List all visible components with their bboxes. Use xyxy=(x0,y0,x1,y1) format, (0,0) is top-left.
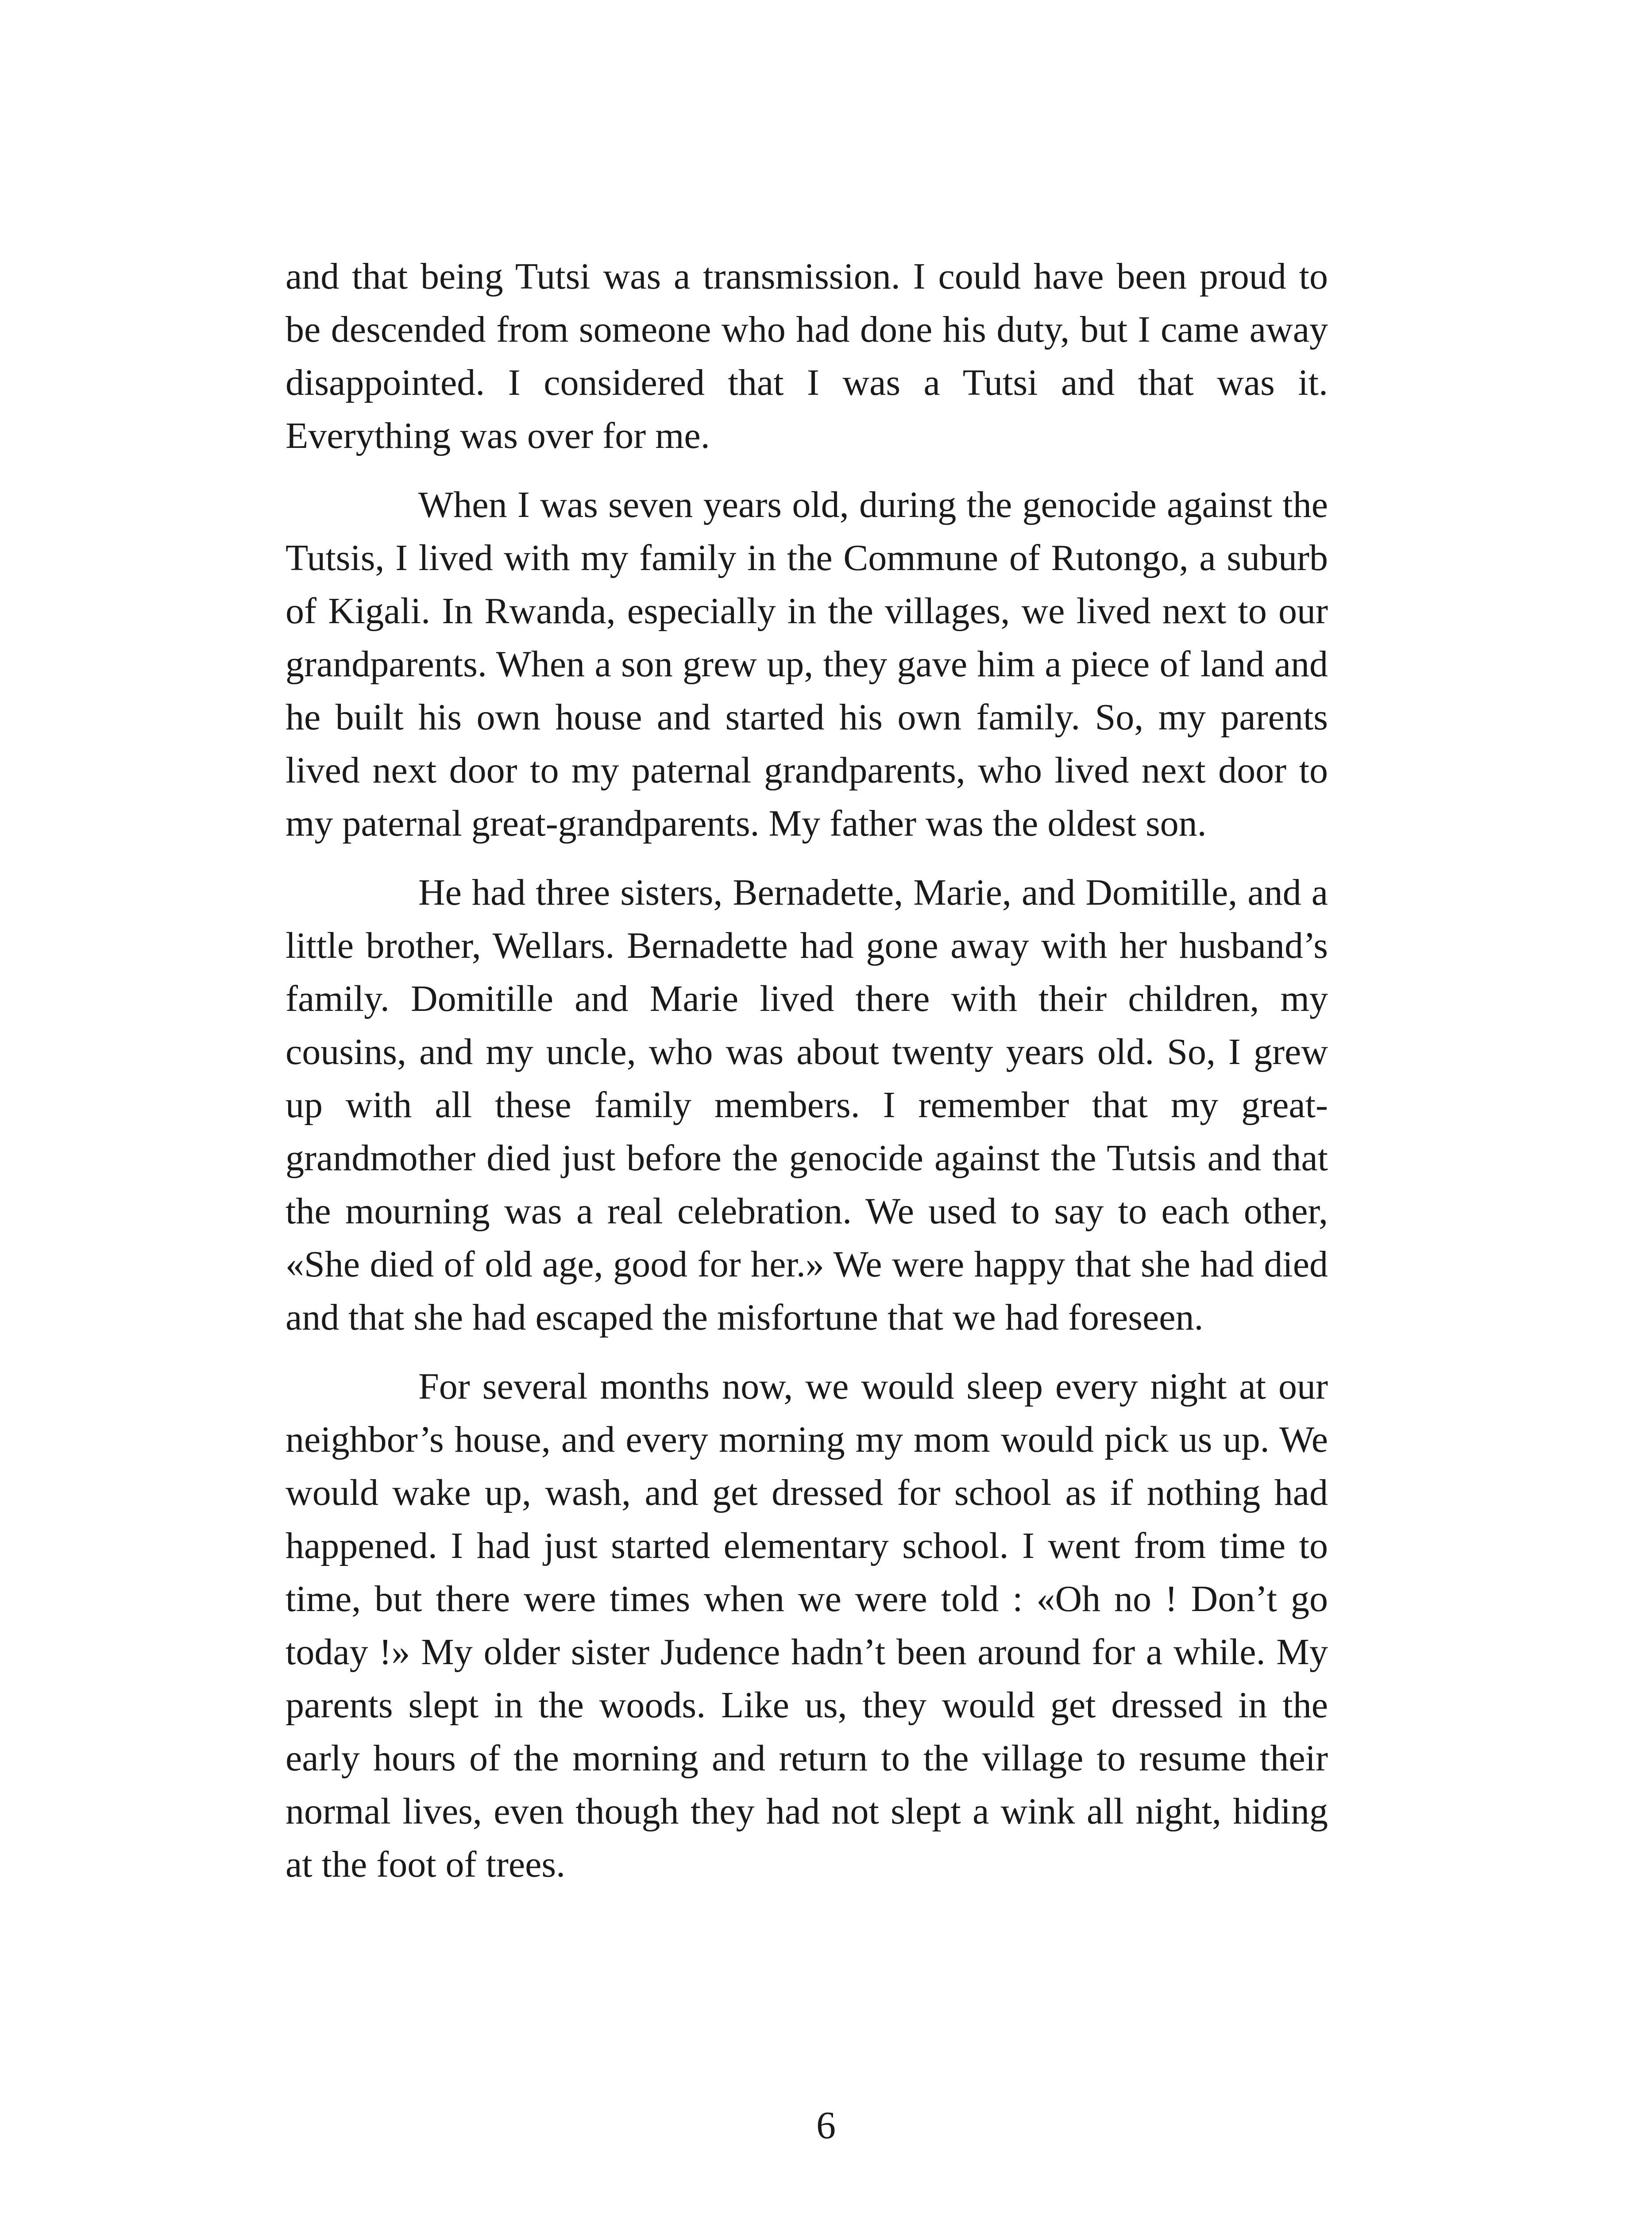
paragraph-2: When I was seven years old, during the genocide against the Tutsis, I lived with my family in the Commune of Rutongo, a suburb of Kigali. In Rwanda, especially in the villages, we lived next to our grandparents. When a son grew up, they gave him a piece of land and he built his own house and started his own family. So, my parents lived next door to my paternal grandparents, who lived next door to my paternal great-grandparents. My father was the oldest son. xyxy=(286,484,1328,844)
page-number: 6 xyxy=(816,2104,836,2147)
paragraph-1: and that being Tutsi was a transmission. I could have been proud to be descended from someone who had done his duty, but I came away disappointed. I considered that I was a Tutsi and that was it. Everything was over for me. xyxy=(286,256,1328,456)
paragraph-3: He had three sisters, Bernadette, Marie, and Domitille, and a little brother, Wellars. Bernadette had gone away with her husband’s family. Domitille and Marie lived there with their children, my cousins, and my uncle, who was about twenty years old. So, I grew up with all these family members. I remember that my great-grandmother died just before the genocide against the Tutsis and that the mourning was a real celebration. We used to say to each other, «She died of old age, good for her.» We were happy that she had died and that she had escaped the misfortune that we had foreseen. xyxy=(286,872,1328,1338)
body-text xyxy=(286,250,1328,1907)
paragraph-4: For several months now, we would sleep every night at our neighbor’s house, and every morning my mom would pick us up. We would wake up, wash, and get dressed for school as if nothing had happened. I had just started elementary school. I went from time to time, but there were times when we were told : «Oh no ! Don’t go today !» My older sister Judence hadn’t been around for a while. My parents slept in the woods. Like us, they would get dressed in the early hours of the morning and return to the village to resume their normal lives, even though they had not slept a wink all night, hiding at the foot of trees. xyxy=(286,1366,1328,1885)
